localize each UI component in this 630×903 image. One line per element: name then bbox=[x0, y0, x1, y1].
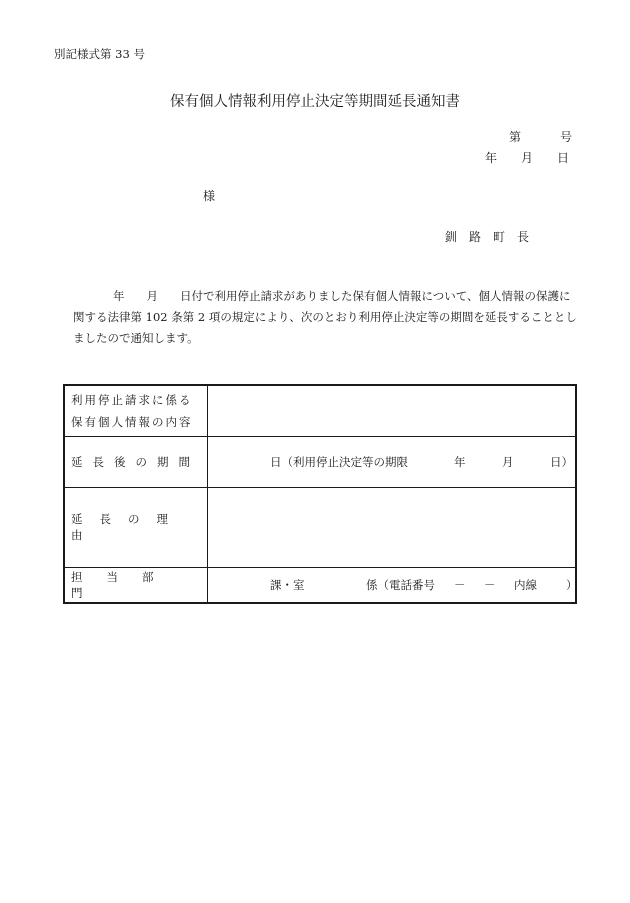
row4-value bbox=[208, 567, 577, 603]
body-month: 月 bbox=[146, 289, 158, 303]
body-year: 年 bbox=[113, 289, 125, 303]
row1-label bbox=[64, 385, 208, 436]
table-row bbox=[64, 436, 576, 487]
table-row bbox=[64, 567, 576, 603]
row3-label-text: 延長の理由 bbox=[71, 512, 185, 542]
row2-value-month: 月 bbox=[502, 454, 514, 469]
body-line1-rest: 日付で利用停止請求がありました保有個人情報について、個人情報の保護に bbox=[180, 289, 571, 303]
document-title: 保有個人情報利用停止決定等期間延長通知書 bbox=[170, 94, 460, 110]
body-line-3: ましたので通知します。 bbox=[73, 331, 199, 345]
row1-value bbox=[208, 385, 577, 436]
row4-value-dash2: － bbox=[484, 577, 496, 592]
body-text bbox=[73, 286, 578, 349]
row2-value bbox=[208, 436, 577, 487]
row3-value bbox=[208, 487, 577, 567]
number-go: 号 bbox=[560, 130, 573, 144]
sender-name: 釧路町長 bbox=[445, 230, 542, 244]
row4-label-text: 担当部門 bbox=[71, 569, 178, 600]
body-line-2: 関する法律第 102 条第 2 項の規定により、次のとおり利用停止決定等の期間を延長することとし bbox=[73, 310, 577, 324]
row4-value-dash1: － bbox=[454, 577, 466, 592]
row4-value-close: ） bbox=[566, 577, 578, 592]
row1-label-line1: 利用停止請求に係る bbox=[71, 392, 193, 407]
row2-value-day: 日（利用停止決定等の期限 bbox=[270, 454, 408, 469]
row3-label bbox=[64, 487, 208, 567]
row4-value-kakari: 係（電話番号 bbox=[366, 577, 435, 592]
body-line-1 bbox=[73, 286, 578, 307]
row4-value-ext: 内線 bbox=[514, 577, 537, 592]
row4-label bbox=[64, 567, 208, 603]
number-dai: 第 bbox=[509, 130, 522, 144]
date-year: 年 bbox=[485, 151, 498, 165]
row2-label bbox=[64, 436, 208, 487]
date-day: 日 bbox=[557, 151, 570, 165]
addressee-suffix: 様 bbox=[203, 189, 216, 203]
row1-label-line2: 保有個人情報の内容 bbox=[71, 414, 193, 429]
form-number: 別記様式第 33 号 bbox=[54, 47, 145, 61]
row4-value-section: 課・室 bbox=[270, 577, 305, 592]
row2-label-text: 延長後の期間 bbox=[71, 454, 200, 469]
row2-value-year: 年 bbox=[454, 454, 466, 469]
table-row bbox=[64, 385, 576, 436]
date-month: 月 bbox=[521, 151, 534, 165]
table-row bbox=[64, 487, 576, 567]
row2-value-close: 日） bbox=[550, 454, 573, 469]
notice-table bbox=[63, 384, 577, 604]
